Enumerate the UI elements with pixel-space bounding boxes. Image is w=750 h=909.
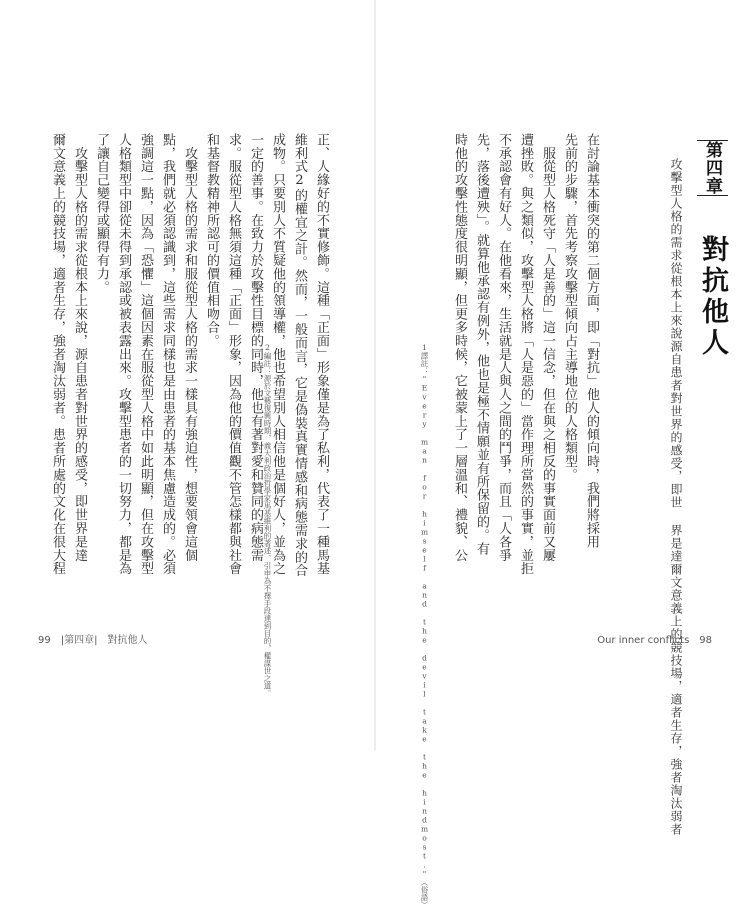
- text-column: 時他的攻擊性態度很明顯，但更多時候，它被蒙上了一層溫和、禮貌、公: [452, 133, 467, 562]
- text-column: 和基督教精神所認可的價值相吻合。: [204, 133, 219, 348]
- text-column: 服從型人格死守「人是善的」這一信念，但在與之相反的事實面前又屢: [540, 133, 555, 562]
- text-column: 人格類型中卻從未得到承認或被表露出來。攻擊型患者的一切努力，都是為: [116, 133, 131, 576]
- text-column: 不承認會有好人。在他看來，生活就是人與人之間的鬥爭，而且「人各爭: [496, 133, 511, 562]
- text-column: 攻擊型人格的需求從根本上來說，源自患者對世界的感受，即世界是達: [72, 133, 87, 562]
- left-page-body: [46, 133, 332, 577]
- chapter-epigraph: [667, 158, 685, 836]
- text-column: 先，落後遭殃」。就算他承認有例外，他也是極不情願並有所保留的。有: [474, 133, 489, 556]
- epigraph-line: 攻擊型人格的需求從根本上來說源自患者對世界的感受，即世: [669, 158, 683, 509]
- text-column: 在討論基本衝突的第二個方面，即「對抗」他人的傾向時，我們將採用: [584, 133, 599, 549]
- text-column: 先前的步驟，首先考察攻擊型傾向占主導地位的人格類型。: [562, 133, 577, 482]
- text-column: 正、人緣好的不實修飾。這種「正面」形象僅是為了私利，代表了一種馬基: [314, 133, 329, 576]
- page-gutter: [374, 0, 376, 750]
- text-column: 求。服從型人格無須這種「正面」形象，因為他的價值觀不管怎樣都與社會: [226, 133, 241, 576]
- text-column: 點，我們就必須認識到，這些需求同樣也是由患者的基本焦慮造成的。必須: [160, 133, 175, 576]
- text-column: 爾文意義上的競技場，適者生存，強者淘汰弱者。患者所處的文化在很大程: [50, 133, 65, 576]
- text-column: 攻擊型人格的需求和服從型人格的需求一樣具有強迫性，想要領會這個: [182, 133, 197, 562]
- text-column: 遭挫敗。與之類似，攻擊型人格將「人是惡的」當作理所當然的事實，並拒: [518, 133, 533, 576]
- text-column: 維利式2的權宜之計。然而，一般而言，它是偽裝真實情感和病態需求的合: [292, 133, 307, 578]
- footnote-2: 2編註：源於文藝復興時期，義大利政治哲學家馬基維利的著述，引申為不擇手段達到目的，權謀世之道。: [263, 343, 272, 697]
- text-column: 一定的善事。在致力於攻擊性目標的同時，他也有著對愛和贊同的病態需: [248, 133, 263, 562]
- chapter-label: 第四章: [697, 140, 728, 196]
- epigraph-line: 界是達爾文意義上的競技場，適者生存，強者淘汰弱者: [669, 524, 683, 836]
- text-column: 了讓自己變得或顯得有力。: [94, 133, 109, 294]
- right-page-body: [448, 133, 602, 575]
- text-column: 強調這一點，因為「恐懼」這個因素在服從型人格中如此明顯，但在攻擊型: [138, 133, 153, 576]
- footnote-1: 1譯註："Every man for himself and the devil take the hindmost."（俗語）: [420, 343, 429, 909]
- chapter-title: 對抗他人: [697, 235, 728, 359]
- page-folio-right: Our inner conflicts 98: [597, 635, 712, 646]
- page-folio-left: 99 |第四章| 對抗他人: [38, 635, 148, 646]
- text-column: 成物。只要別人不質疑他的領導權，他也希望別人相信他是個好人，並為之: [270, 133, 285, 576]
